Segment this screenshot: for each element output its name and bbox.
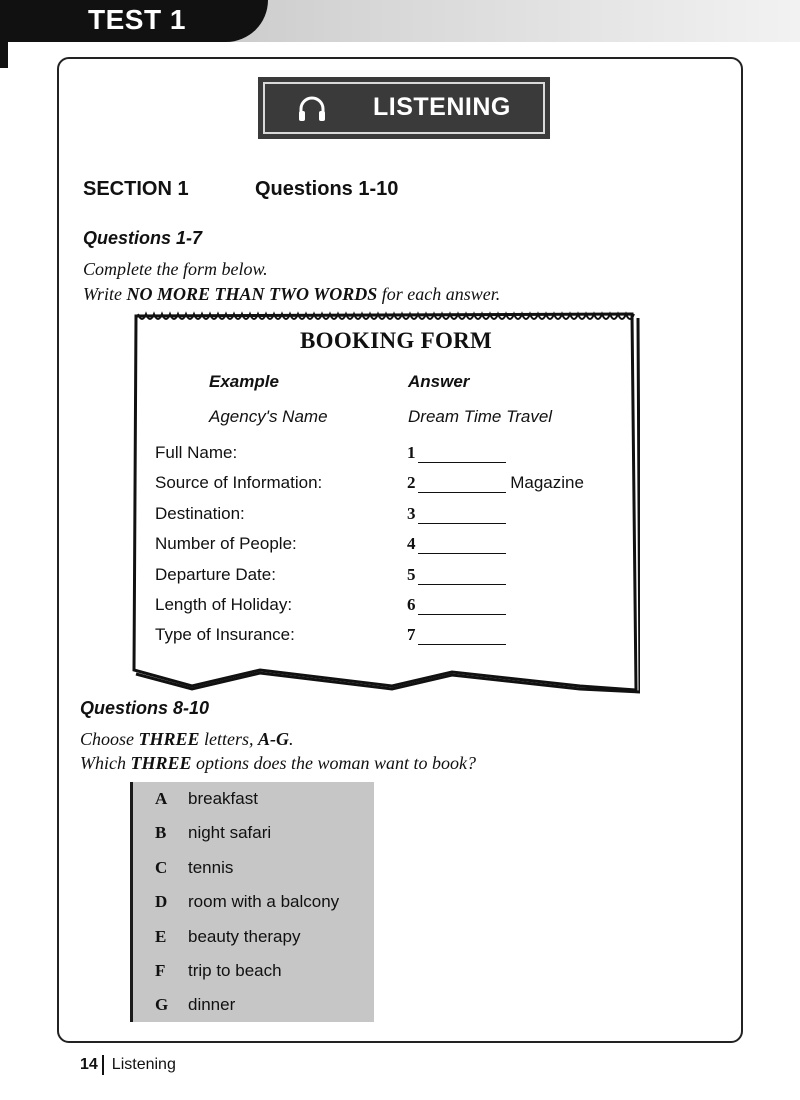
example-field: Agency's Name [209,407,328,426]
booking-form-title: BOOKING FORM [300,328,493,353]
form-label-insurance: Type of Insurance: [155,625,295,644]
test-tab [0,0,268,42]
form-label-full-name: Full Name: [155,443,238,462]
example-header: Example [209,372,279,391]
listening-header [258,77,550,139]
answer-blank-5[interactable]: 5 [407,565,506,585]
form-label-source: Source of Information: [155,473,323,492]
answer-blank-6[interactable]: 6 [407,595,506,615]
page-number: 14 [80,1056,98,1074]
footer-divider [102,1055,104,1075]
test-label: TEST 1 [88,4,186,35]
form-label-people: Number of People: [155,534,297,553]
left-edge-bar [0,40,8,68]
listening-header-inner [263,82,545,134]
headphones-icon [297,96,327,122]
form-label-length: Length of Holiday: [155,595,293,614]
answer-blank-2[interactable]: 2 Magazine [407,473,584,492]
instruction-complete: Complete the form below. [83,259,268,279]
questions-1-7-heading: Questions 1-7 [83,228,203,248]
options-box: A breakfast B night safari C tennis D room with a balcony E beauty therapy F trip to beach G dinner [130,782,374,1022]
form-label-destination: Destination: [155,504,245,523]
magazine-suffix: Magazine [510,473,584,492]
answer-blank-7[interactable]: 7 [407,625,506,645]
form-label-departure: Departure Date: [155,565,276,584]
page-footer [80,1055,176,1075]
instruction-choose: Choose THREE letters, A-G. [80,729,294,749]
answer-blank-3[interactable]: 3 [407,504,506,524]
questions-8-10-heading: Questions 8-10 [80,698,210,718]
answer-header: Answer [408,372,470,391]
example-answer: Dream Time Travel [408,407,553,426]
instruction-word-limit: Write NO MORE THAN TWO WORDS for each answer. [83,284,501,304]
listening-title: LISTENING [373,93,511,121]
instruction-which: Which THREE options does the woman want to book? [80,753,476,773]
section-name: SECTION 1 [83,178,189,200]
footer-label: Listening [111,1056,176,1074]
section-questions: Questions 1-10 [255,178,399,200]
answer-blank-4[interactable]: 4 [407,534,506,554]
answer-blank-1[interactable]: 1 [407,443,506,463]
